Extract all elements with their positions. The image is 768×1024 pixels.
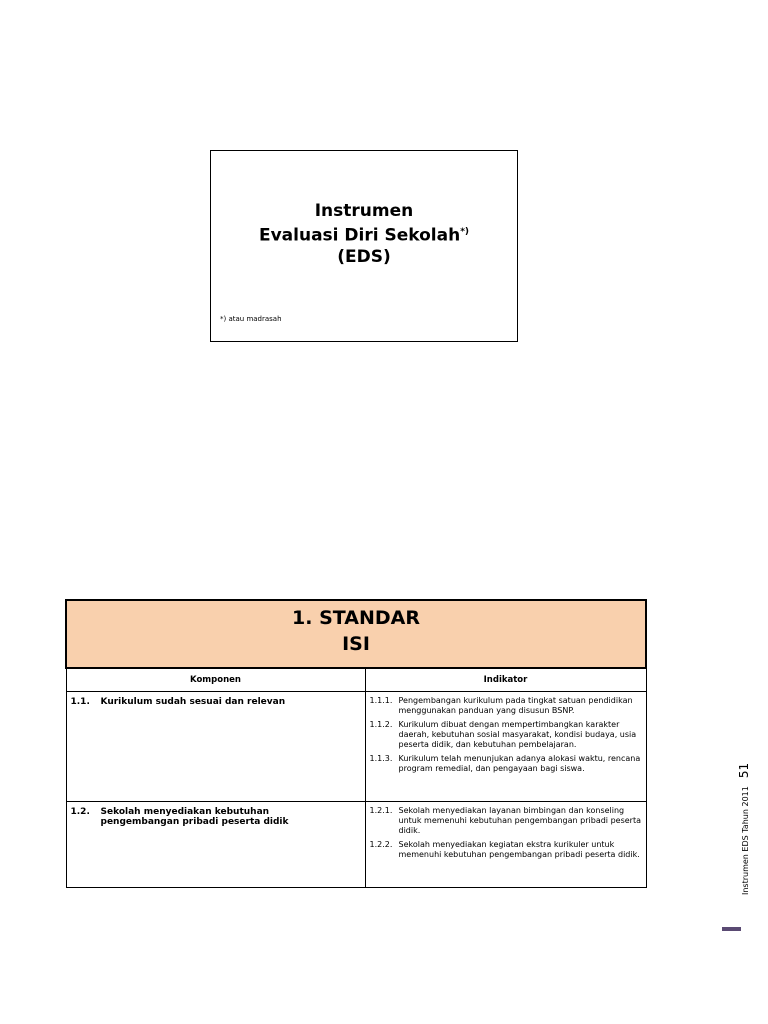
- komponen-text: Sekolah menyediakan kebutuhan pengembangan pribadi peserta didik: [100, 807, 289, 827]
- komponen-cell: [66, 802, 365, 888]
- title-text: Evaluasi Diri Sekolah: [258, 225, 461, 246]
- indikator-text: Sekolah menyediakan layanan bimbingan dan konseling untuk memenuhi kebutuhan pengembangan pribadi peserta didik.: [398, 806, 641, 835]
- table-row: [66, 802, 646, 888]
- decorative-bar: [722, 927, 741, 931]
- indikator-num: 1.1.2.: [369, 720, 393, 729]
- indikator-text: Sekolah menyediakan kegiatan ekstra kurikuler untuk memenuhi kebutuhan pengembangan pribadi peserta didik.: [398, 840, 640, 859]
- slide-note: *) atau madrasah: [220, 315, 282, 323]
- komponen-num: 1.2.: [70, 807, 90, 817]
- header-line: 1. STANDAR: [292, 607, 420, 629]
- komponen-cell: [66, 692, 365, 802]
- indikator-text: Pengembangan kurikulum pada tingkat satuan pendidikan menggunakan panduan yang disusun BSNP.: [398, 696, 633, 715]
- title-line: (EDS): [337, 246, 391, 267]
- indikator-num: 1.2.2.: [369, 840, 393, 849]
- komponen-num: 1.1.: [70, 697, 90, 707]
- slide-title: [211, 201, 517, 268]
- running-title: Instrumen EDS Tahun 2011: [741, 786, 750, 895]
- indikator-item: [370, 754, 642, 774]
- indikator-item: [370, 720, 642, 750]
- indikator-num: 1.1.3.: [369, 754, 393, 763]
- indikator-text: Kurikulum telah menunjukan adanya alokasi waktu, rencana program remedial, dan pengayaan bagi siswa.: [398, 754, 641, 773]
- header-line: ISI: [342, 633, 370, 655]
- indikator-cell: [365, 802, 646, 888]
- title-line: [211, 222, 517, 247]
- indikator-text: Kurikulum dibuat dengan mempertimbangkan karakter daerah, kebutuhan sosial masyarakat, kondisi budaya, usia peserta didik, dan kebutuhan pembelajaran.: [398, 720, 637, 749]
- page-number: 51: [737, 762, 751, 779]
- running-footer: [737, 763, 751, 895]
- indikator-num: 1.1.1.: [369, 696, 393, 705]
- indikator-item: [370, 806, 642, 836]
- title-slide: [210, 150, 518, 342]
- indikator-item: [370, 696, 642, 716]
- table-row: [66, 692, 646, 802]
- col-indikator: Indikator: [365, 668, 646, 692]
- title-sup: *): [460, 227, 470, 237]
- komponen-text: Kurikulum sudah sesuai dan relevan: [100, 697, 286, 707]
- standard-table: [65, 599, 647, 888]
- col-komponen: Komponen: [66, 668, 365, 692]
- indikator-num: 1.2.1.: [369, 806, 393, 815]
- indikator-item: [370, 840, 642, 860]
- table-header: [66, 600, 646, 668]
- indikator-cell: [365, 692, 646, 802]
- title-line: Instrumen: [314, 201, 414, 221]
